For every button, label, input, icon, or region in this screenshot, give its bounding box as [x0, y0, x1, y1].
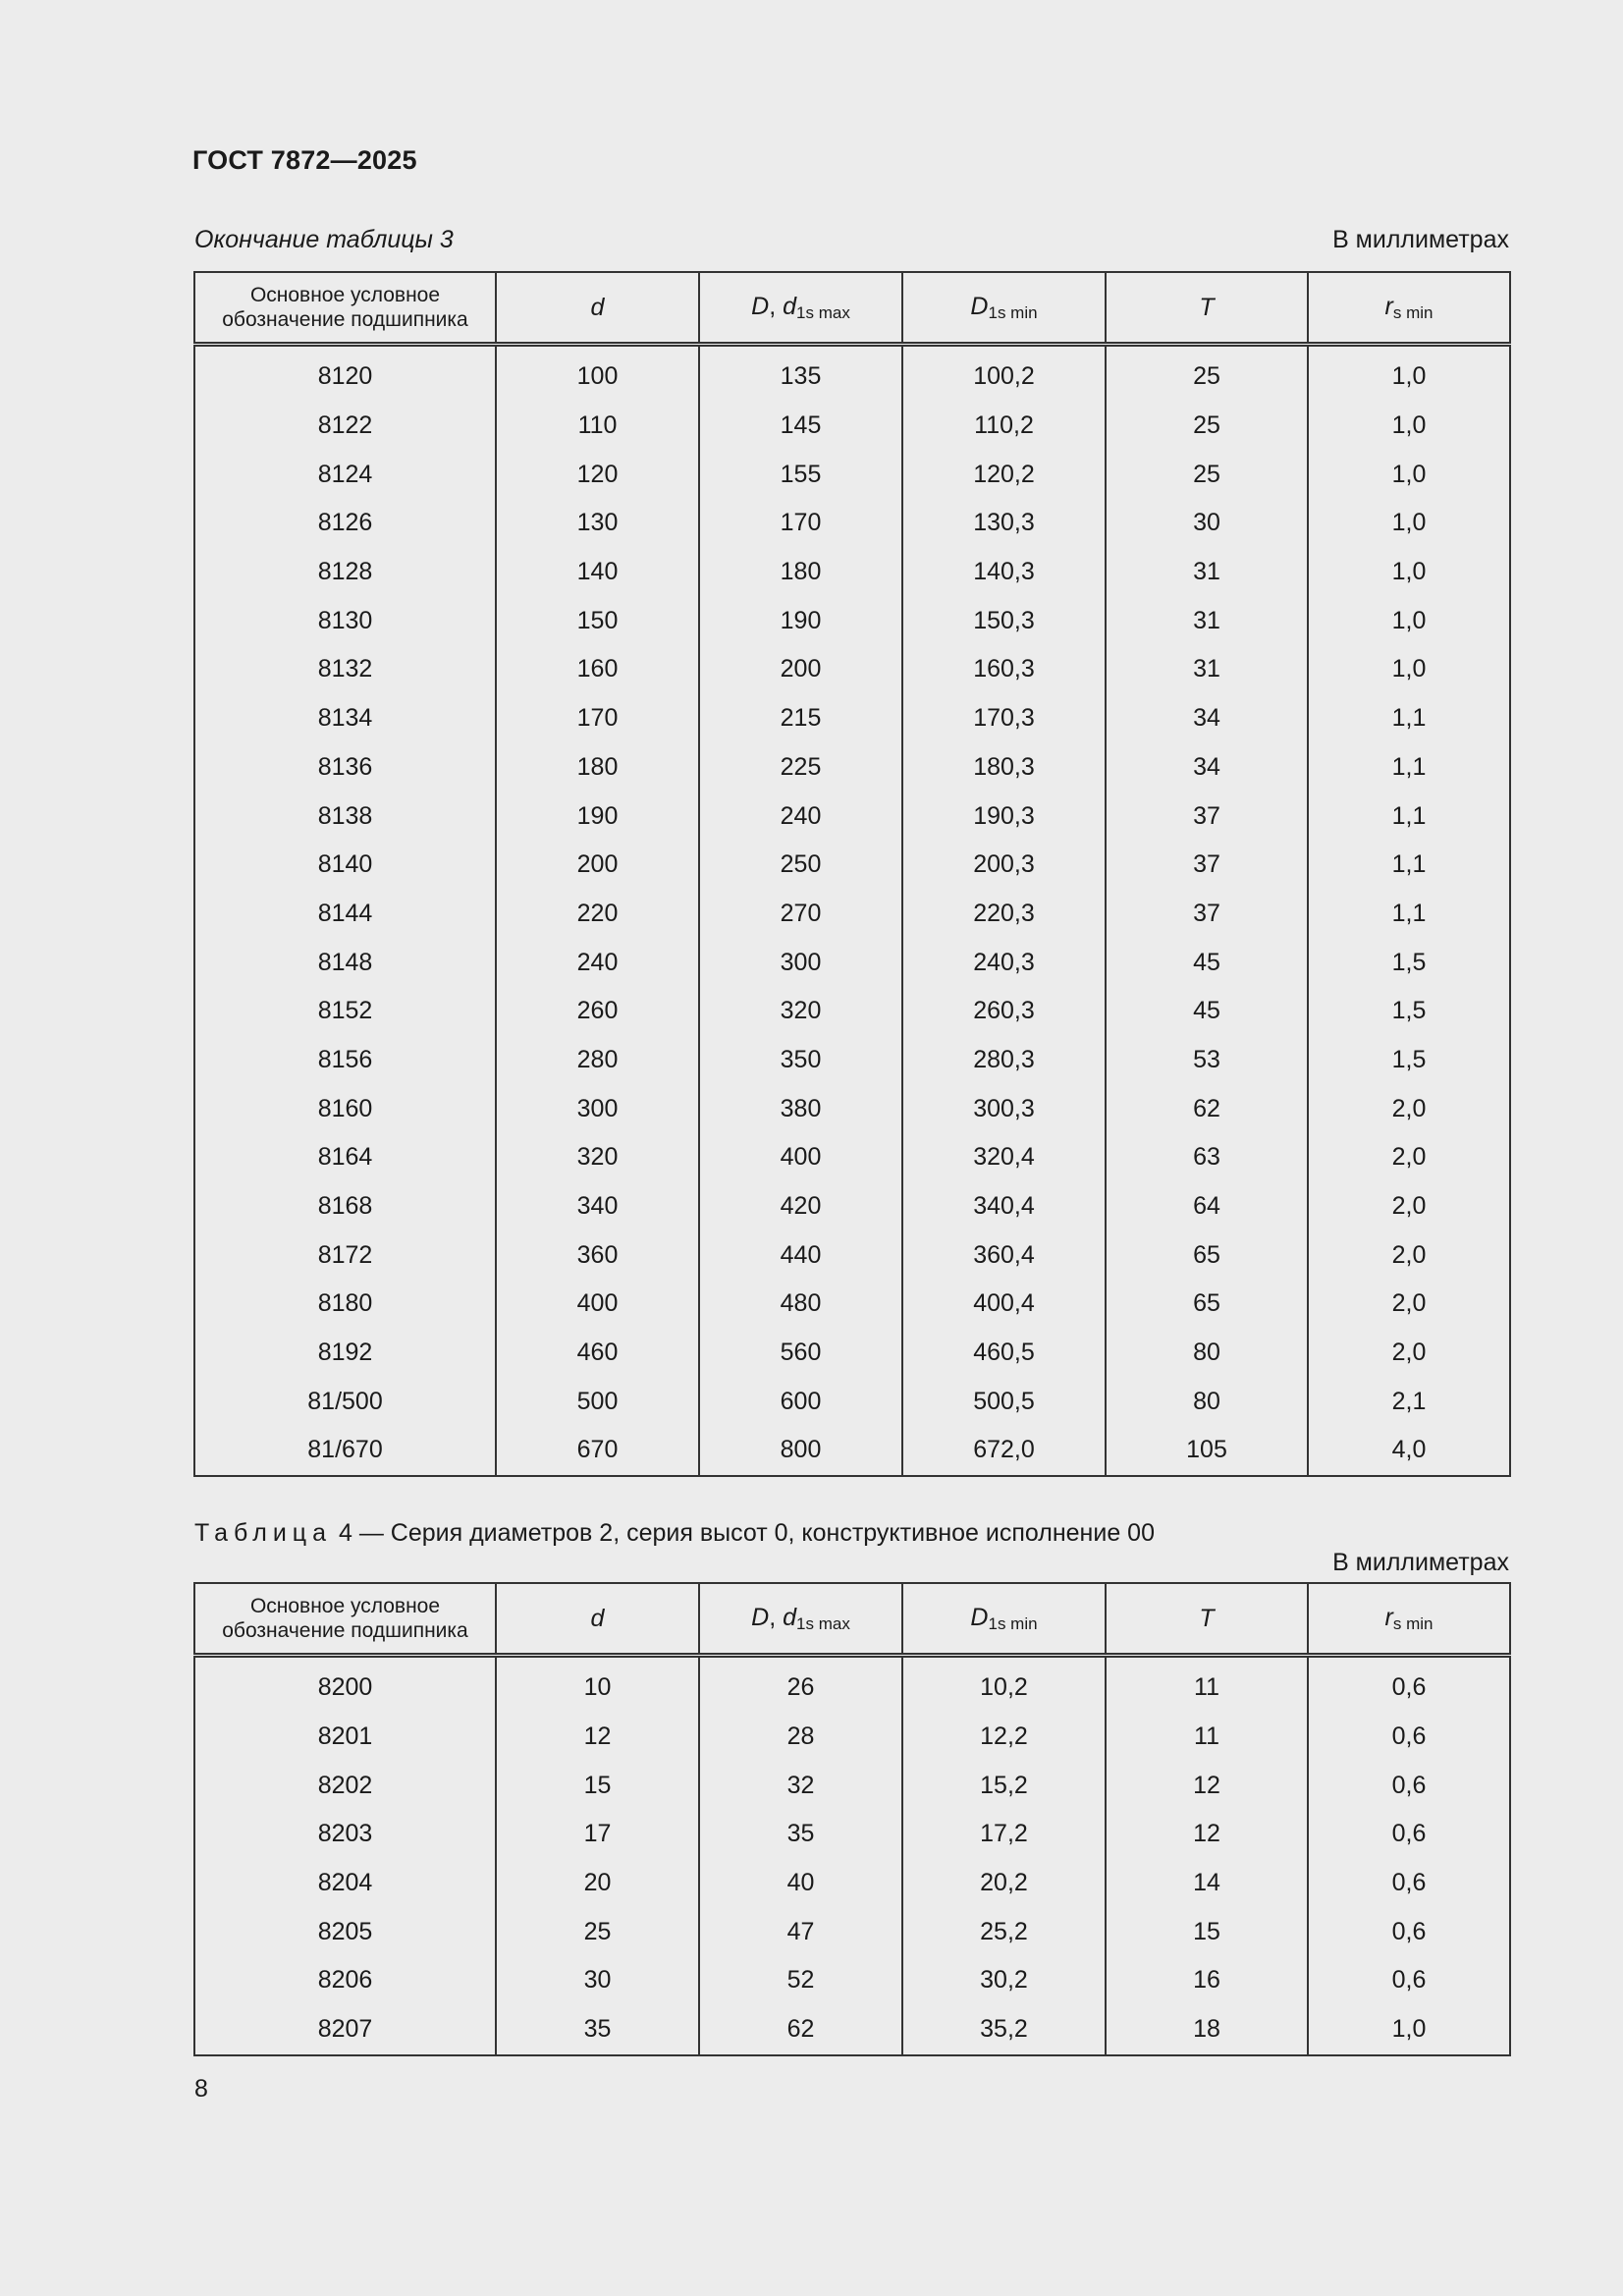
table3-body — [194, 345, 1510, 1476]
table4 — [193, 1582, 1511, 2056]
table-cell: 320 — [699, 987, 902, 1036]
table-cell: 250 — [699, 841, 902, 890]
table-cell: 200 — [699, 645, 902, 694]
table-cell: 8130 — [194, 596, 496, 645]
table-cell: 320 — [496, 1133, 699, 1182]
table-cell: 37 — [1106, 792, 1308, 841]
table-cell: 8138 — [194, 792, 496, 841]
table-cell: 52 — [699, 1956, 902, 2005]
table-row — [194, 743, 1510, 793]
table-cell: 11 — [1106, 1713, 1308, 1762]
table-cell: 35,2 — [902, 2005, 1106, 2055]
col-header-d-label: d — [590, 1604, 605, 1632]
col-header-d — [496, 1583, 699, 1656]
table-cell: 420 — [699, 1182, 902, 1231]
table-cell: 10,2 — [902, 1656, 1106, 1713]
table-cell: 1,5 — [1308, 1036, 1510, 1085]
col-header-D1s-label: D — [970, 292, 989, 320]
table-cell: 8200 — [194, 1656, 496, 1713]
table-row — [194, 1859, 1510, 1908]
table-cell: 360,4 — [902, 1230, 1106, 1280]
table-cell: 35 — [699, 1810, 902, 1859]
table-cell: 8124 — [194, 450, 496, 499]
table-header-row — [194, 272, 1510, 345]
table-cell: 1,1 — [1308, 743, 1510, 793]
table-cell: 14 — [1106, 1859, 1308, 1908]
col-header-rs-label: r — [1384, 1603, 1393, 1631]
table-cell: 180 — [699, 548, 902, 597]
table-cell: 260 — [496, 987, 699, 1036]
table-cell: 80 — [1106, 1329, 1308, 1378]
table-cell: 1,0 — [1308, 548, 1510, 597]
col-header-designation-line1: Основное условное — [249, 1595, 441, 1617]
col-header-D-label: D — [751, 292, 770, 320]
table-cell: 140,3 — [902, 548, 1106, 597]
table-cell: 1,0 — [1308, 645, 1510, 694]
table-cell: 16 — [1106, 1956, 1308, 2005]
table-cell: 130,3 — [902, 499, 1106, 548]
table-row — [194, 987, 1510, 1036]
table-cell: 34 — [1106, 694, 1308, 743]
col-header-T-label: T — [1199, 1604, 1215, 1632]
table-cell: 1,0 — [1308, 499, 1510, 548]
table-cell: 190 — [699, 596, 902, 645]
table-cell: 8156 — [194, 1036, 496, 1085]
table-row — [194, 1084, 1510, 1133]
table-cell: 28 — [699, 1713, 902, 1762]
table-header-row — [194, 1583, 1510, 1656]
table-cell: 0,6 — [1308, 1810, 1510, 1859]
table-cell: 0,6 — [1308, 1859, 1510, 1908]
table-cell: 1,0 — [1308, 402, 1510, 451]
table-cell: 20 — [496, 1859, 699, 1908]
table-cell: 8204 — [194, 1859, 496, 1908]
table-cell: 8148 — [194, 938, 496, 987]
table-cell: 63 — [1106, 1133, 1308, 1182]
table-row — [194, 694, 1510, 743]
table-cell: 160 — [496, 645, 699, 694]
table-row — [194, 841, 1510, 890]
table-cell: 2,0 — [1308, 1084, 1510, 1133]
table-cell: 260,3 — [902, 987, 1106, 1036]
table-cell: 8207 — [194, 2005, 496, 2055]
table-cell: 47 — [699, 1907, 902, 1956]
table4-title-word: Таблица — [194, 1519, 333, 1547]
table-cell: 45 — [1106, 938, 1308, 987]
table4-body — [194, 1656, 1510, 2055]
table-cell: 500,5 — [902, 1377, 1106, 1426]
table-cell: 240,3 — [902, 938, 1106, 987]
table-cell: 340,4 — [902, 1182, 1106, 1231]
table-cell: 17 — [496, 1810, 699, 1859]
table-cell: 64 — [1106, 1182, 1308, 1231]
col-header-D-label: D — [751, 1603, 770, 1631]
table-cell: 8192 — [194, 1329, 496, 1378]
table-cell: 32 — [699, 1761, 902, 1810]
table-cell: 2,0 — [1308, 1230, 1510, 1280]
table-row — [194, 1182, 1510, 1231]
table-cell: 8203 — [194, 1810, 496, 1859]
table-row — [194, 1377, 1510, 1426]
table-row — [194, 1230, 1510, 1280]
table-cell: 350 — [699, 1036, 902, 1085]
table-row — [194, 1656, 1510, 1713]
table-cell: 340 — [496, 1182, 699, 1231]
table-cell: 200,3 — [902, 841, 1106, 890]
table-cell: 120 — [496, 450, 699, 499]
table-cell: 25 — [1106, 450, 1308, 499]
table-cell: 300 — [699, 938, 902, 987]
table-cell: 170,3 — [902, 694, 1106, 743]
table-cell: 53 — [1106, 1036, 1308, 1085]
table-row — [194, 1956, 1510, 2005]
col-header-d1s-subscript: 1s max — [796, 302, 850, 322]
table-cell: 15 — [1106, 1907, 1308, 1956]
table-cell: 135 — [699, 345, 902, 402]
col-header-d-label: d — [590, 293, 605, 321]
col-header-designation-line2: обозначение подшипника — [222, 1619, 468, 1642]
table-cell: 80 — [1106, 1377, 1308, 1426]
table-cell: 12 — [1106, 1761, 1308, 1810]
table3-units: В миллиметрах — [1332, 226, 1509, 253]
table-cell: 37 — [1106, 841, 1308, 890]
table-cell: 20,2 — [902, 1859, 1106, 1908]
table-cell: 0,6 — [1308, 1656, 1510, 1713]
table-cell: 160,3 — [902, 645, 1106, 694]
table-cell: 31 — [1106, 645, 1308, 694]
table-cell: 8128 — [194, 548, 496, 597]
col-header-D-d1s — [699, 272, 902, 345]
table-cell: 180,3 — [902, 743, 1106, 793]
table-row — [194, 402, 1510, 451]
table-cell: 30 — [496, 1956, 699, 2005]
col-header-designation — [194, 1583, 496, 1656]
table-cell: 170 — [496, 694, 699, 743]
table-cell: 2,0 — [1308, 1182, 1510, 1231]
table-cell: 81/500 — [194, 1377, 496, 1426]
table3-caption-row — [194, 226, 1509, 254]
table-cell: 100 — [496, 345, 699, 402]
table-cell: 15,2 — [902, 1761, 1106, 1810]
table-cell: 670 — [496, 1426, 699, 1476]
table-cell: 220 — [496, 890, 699, 939]
table-cell: 2,0 — [1308, 1133, 1510, 1182]
table-cell: 500 — [496, 1377, 699, 1426]
col-header-T — [1106, 272, 1308, 345]
col-header-designation-line1: Основное условное — [249, 284, 441, 306]
table-cell: 110 — [496, 402, 699, 451]
table-cell: 18 — [1106, 2005, 1308, 2055]
table-cell: 8126 — [194, 499, 496, 548]
table-cell: 240 — [496, 938, 699, 987]
table-cell: 8180 — [194, 1280, 496, 1329]
table-row — [194, 890, 1510, 939]
table-cell: 672,0 — [902, 1426, 1106, 1476]
table-cell: 320,4 — [902, 1133, 1106, 1182]
table-cell: 8205 — [194, 1907, 496, 1956]
table3 — [193, 271, 1511, 1477]
table-cell: 225 — [699, 743, 902, 793]
table-cell: 270 — [699, 890, 902, 939]
table-cell: 240 — [699, 792, 902, 841]
table-cell: 2,0 — [1308, 1329, 1510, 1378]
col-header-separator: , — [769, 1603, 784, 1631]
table-cell: 2,0 — [1308, 1280, 1510, 1329]
table-cell: 8144 — [194, 890, 496, 939]
table-cell: 600 — [699, 1377, 902, 1426]
table-cell: 120,2 — [902, 450, 1106, 499]
col-header-designation — [194, 272, 496, 345]
col-header-D-d1s — [699, 1583, 902, 1656]
col-header-D1s — [902, 1583, 1106, 1656]
table-cell: 8132 — [194, 645, 496, 694]
col-header-D1s-label: D — [970, 1603, 989, 1631]
table-cell: 400 — [699, 1133, 902, 1182]
table-cell: 10 — [496, 1656, 699, 1713]
table-cell: 12 — [496, 1713, 699, 1762]
table-row — [194, 1036, 1510, 1085]
table-cell: 105 — [1106, 1426, 1308, 1476]
table-cell: 8140 — [194, 841, 496, 890]
table-cell: 280,3 — [902, 1036, 1106, 1085]
col-header-rs-subscript: s min — [1392, 302, 1434, 322]
table-cell: 11 — [1106, 1656, 1308, 1713]
table-cell: 25 — [496, 1907, 699, 1956]
table-cell: 81/670 — [194, 1426, 496, 1476]
table-cell: 8134 — [194, 694, 496, 743]
table-cell: 480 — [699, 1280, 902, 1329]
table-cell: 2,1 — [1308, 1377, 1510, 1426]
table-cell: 180 — [496, 743, 699, 793]
table-cell: 8122 — [194, 402, 496, 451]
table-cell: 1,5 — [1308, 938, 1510, 987]
table-cell: 12 — [1106, 1810, 1308, 1859]
table-cell: 1,1 — [1308, 841, 1510, 890]
table-row — [194, 499, 1510, 548]
col-header-T-label: T — [1199, 293, 1215, 321]
table-cell: 1,1 — [1308, 890, 1510, 939]
table-cell: 31 — [1106, 596, 1308, 645]
table-row — [194, 1329, 1510, 1378]
col-header-rs — [1308, 1583, 1510, 1656]
table-cell: 1,0 — [1308, 450, 1510, 499]
table-row — [194, 938, 1510, 987]
table-cell: 140 — [496, 548, 699, 597]
table-cell: 8152 — [194, 987, 496, 1036]
table-row — [194, 792, 1510, 841]
table-cell: 100,2 — [902, 345, 1106, 402]
table-cell: 37 — [1106, 890, 1308, 939]
table-cell: 1,0 — [1308, 345, 1510, 402]
table-cell: 65 — [1106, 1280, 1308, 1329]
col-header-D1s-subscript: 1s min — [988, 302, 1038, 322]
table-cell: 8120 — [194, 345, 496, 402]
table-row — [194, 1907, 1510, 1956]
document-code: ГОСТ 7872—2025 — [192, 145, 417, 175]
table-cell: 8160 — [194, 1084, 496, 1133]
table-cell: 460,5 — [902, 1329, 1106, 1378]
table-cell: 25 — [1106, 402, 1308, 451]
table-cell: 8206 — [194, 1956, 496, 2005]
col-header-rs-subscript: s min — [1392, 1613, 1434, 1633]
table-cell: 190 — [496, 792, 699, 841]
table-cell: 190,3 — [902, 792, 1106, 841]
table-row — [194, 1426, 1510, 1476]
table-cell: 130 — [496, 499, 699, 548]
table-cell: 40 — [699, 1859, 902, 1908]
table-cell: 65 — [1106, 1230, 1308, 1280]
table-cell: 150 — [496, 596, 699, 645]
table-cell: 8168 — [194, 1182, 496, 1231]
col-header-designation-line2: обозначение подшипника — [222, 308, 468, 331]
table-cell: 0,6 — [1308, 1956, 1510, 2005]
table-cell: 150,3 — [902, 596, 1106, 645]
col-header-T — [1106, 1583, 1308, 1656]
table-cell: 8202 — [194, 1761, 496, 1810]
table-cell: 1,0 — [1308, 2005, 1510, 2055]
table-cell: 25,2 — [902, 1907, 1106, 1956]
table-cell: 17,2 — [902, 1810, 1106, 1859]
table-row — [194, 548, 1510, 597]
table-cell: 440 — [699, 1230, 902, 1280]
table-cell: 15 — [496, 1761, 699, 1810]
table-cell: 62 — [1106, 1084, 1308, 1133]
table-cell: 30,2 — [902, 1956, 1106, 2005]
table4-units: В миллиметрах — [1332, 1549, 1509, 1576]
table-row — [194, 345, 1510, 402]
table-cell: 800 — [699, 1426, 902, 1476]
table-cell: 360 — [496, 1230, 699, 1280]
table-cell: 0,6 — [1308, 1713, 1510, 1762]
col-header-rs-label: r — [1384, 292, 1393, 320]
table-cell: 12,2 — [902, 1713, 1106, 1762]
col-header-D1s-subscript: 1s min — [988, 1613, 1038, 1633]
page-number: 8 — [194, 2075, 208, 2103]
table-cell: 300 — [496, 1084, 699, 1133]
table3-caption: Окончание таблицы 3 — [194, 226, 454, 253]
table-cell: 8164 — [194, 1133, 496, 1182]
col-header-D1s — [902, 272, 1106, 345]
table-cell: 8136 — [194, 743, 496, 793]
table-row — [194, 1713, 1510, 1762]
table-cell: 45 — [1106, 987, 1308, 1036]
table-cell: 34 — [1106, 743, 1308, 793]
table-cell: 215 — [699, 694, 902, 743]
table-cell: 460 — [496, 1329, 699, 1378]
table4-title-text: 4 — Серия диаметров 2, серия высот 0, конструктивное исполнение 00 — [332, 1519, 1155, 1547]
table-cell: 170 — [699, 499, 902, 548]
table-row — [194, 645, 1510, 694]
table-cell: 1,1 — [1308, 792, 1510, 841]
table-cell: 400 — [496, 1280, 699, 1329]
table-cell: 31 — [1106, 548, 1308, 597]
table-row — [194, 1280, 1510, 1329]
table-cell: 26 — [699, 1656, 902, 1713]
table-cell: 280 — [496, 1036, 699, 1085]
table4-title — [194, 1519, 1155, 1548]
table-cell: 380 — [699, 1084, 902, 1133]
table-cell: 560 — [699, 1329, 902, 1378]
table-cell: 400,4 — [902, 1280, 1106, 1329]
table-cell: 4,0 — [1308, 1426, 1510, 1476]
table-row — [194, 2005, 1510, 2055]
table-cell: 220,3 — [902, 890, 1106, 939]
table-row — [194, 596, 1510, 645]
table-row — [194, 1761, 1510, 1810]
table-cell: 30 — [1106, 499, 1308, 548]
table-cell: 300,3 — [902, 1084, 1106, 1133]
col-header-rs — [1308, 272, 1510, 345]
table-cell: 62 — [699, 2005, 902, 2055]
table-row — [194, 1133, 1510, 1182]
table-cell: 155 — [699, 450, 902, 499]
table-cell: 25 — [1106, 345, 1308, 402]
col-header-separator: , — [769, 292, 784, 320]
col-header-d1s-label: d — [783, 1603, 797, 1631]
table-row — [194, 1810, 1510, 1859]
table-cell: 110,2 — [902, 402, 1106, 451]
table-cell: 0,6 — [1308, 1761, 1510, 1810]
table-cell: 145 — [699, 402, 902, 451]
col-header-d — [496, 272, 699, 345]
table-cell: 1,0 — [1308, 596, 1510, 645]
table-cell: 35 — [496, 2005, 699, 2055]
table-cell: 8172 — [194, 1230, 496, 1280]
table-cell: 1,1 — [1308, 694, 1510, 743]
table-cell: 8201 — [194, 1713, 496, 1762]
table-cell: 1,5 — [1308, 987, 1510, 1036]
col-header-d1s-subscript: 1s max — [796, 1613, 850, 1633]
col-header-d1s-label: d — [783, 292, 797, 320]
table-cell: 0,6 — [1308, 1907, 1510, 1956]
table-cell: 200 — [496, 841, 699, 890]
table-row — [194, 450, 1510, 499]
